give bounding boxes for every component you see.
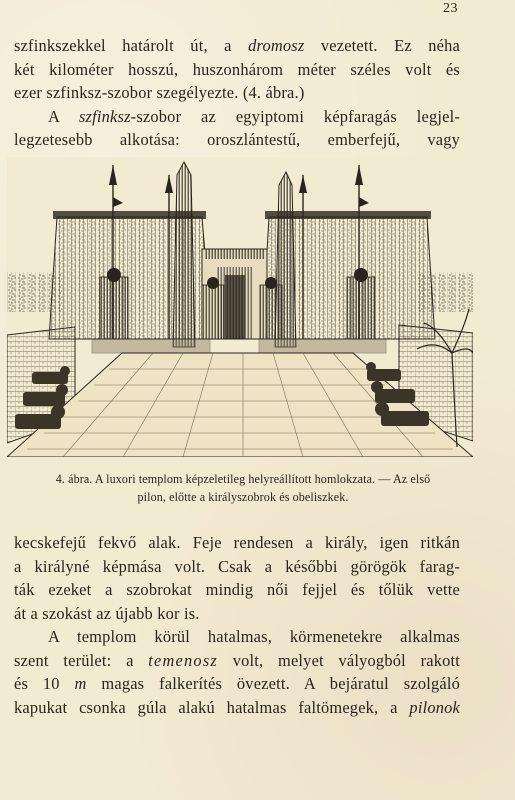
text-line: legzetesebb alkotása: oroszlántestű, emberfejű, vagy	[14, 130, 460, 149]
top-paragraph-block	[14, 34, 460, 152]
term-meter: m	[74, 674, 87, 693]
text-line: ták ezeket a szobrokat mindig női fejjel és tőlük vette	[14, 580, 460, 599]
temple-engraving	[7, 157, 473, 457]
caption-line: pilon, előtte a királyszobrok és obeliszkek.	[137, 490, 349, 504]
text-line: szfinkszekkel határolt út, a dromosz vezetett. Ez néha	[14, 36, 460, 55]
term-pilonok: pilonok	[409, 697, 460, 717]
figure-caption	[13, 470, 473, 506]
text-line: és 10 m magas falkerítés övezett. A bejáratul szolgáló	[14, 674, 460, 693]
bottom-paragraph-block	[14, 531, 460, 719]
text-line: át a szokást az újabb kor is.	[14, 603, 200, 623]
text-line: A templom körül hatalmas, körmenetekre alkalmas	[48, 627, 460, 646]
text-line: a királyné képmása volt. Csak a későbbi görögök farag-	[14, 556, 460, 576]
text-line: kapukat csonka gúla alakú hatalmas faltömegek, a pilonok	[14, 697, 460, 717]
term-temenosz: temenosz	[148, 650, 218, 670]
text-line: szent terület: a temenosz volt, melyet vályogból rakott	[14, 650, 460, 670]
term-szfinksz: szfinksz	[78, 106, 131, 126]
caption-line: 4. ábra. A luxori templom képzeletileg helyreállított homlokzata. — Az első	[55, 472, 431, 486]
text-line: kecskefejű fekvő alak. Feje rendesen a király, igen ritkán	[14, 533, 460, 552]
text-line: ezer szfinksz-szobor szegélyezte. (4. ábra.)	[14, 83, 305, 102]
text-line: A szfinksz-szobor az egyiptomi képfaragás legjel-	[48, 106, 460, 126]
page-number: 23	[443, 1, 458, 16]
luxor-temple-illustration	[7, 157, 473, 457]
text-line: két kilométer hosszú, huszonhárom méter széles volt és	[14, 59, 460, 79]
term-dromosz: dromosz	[248, 36, 305, 55]
